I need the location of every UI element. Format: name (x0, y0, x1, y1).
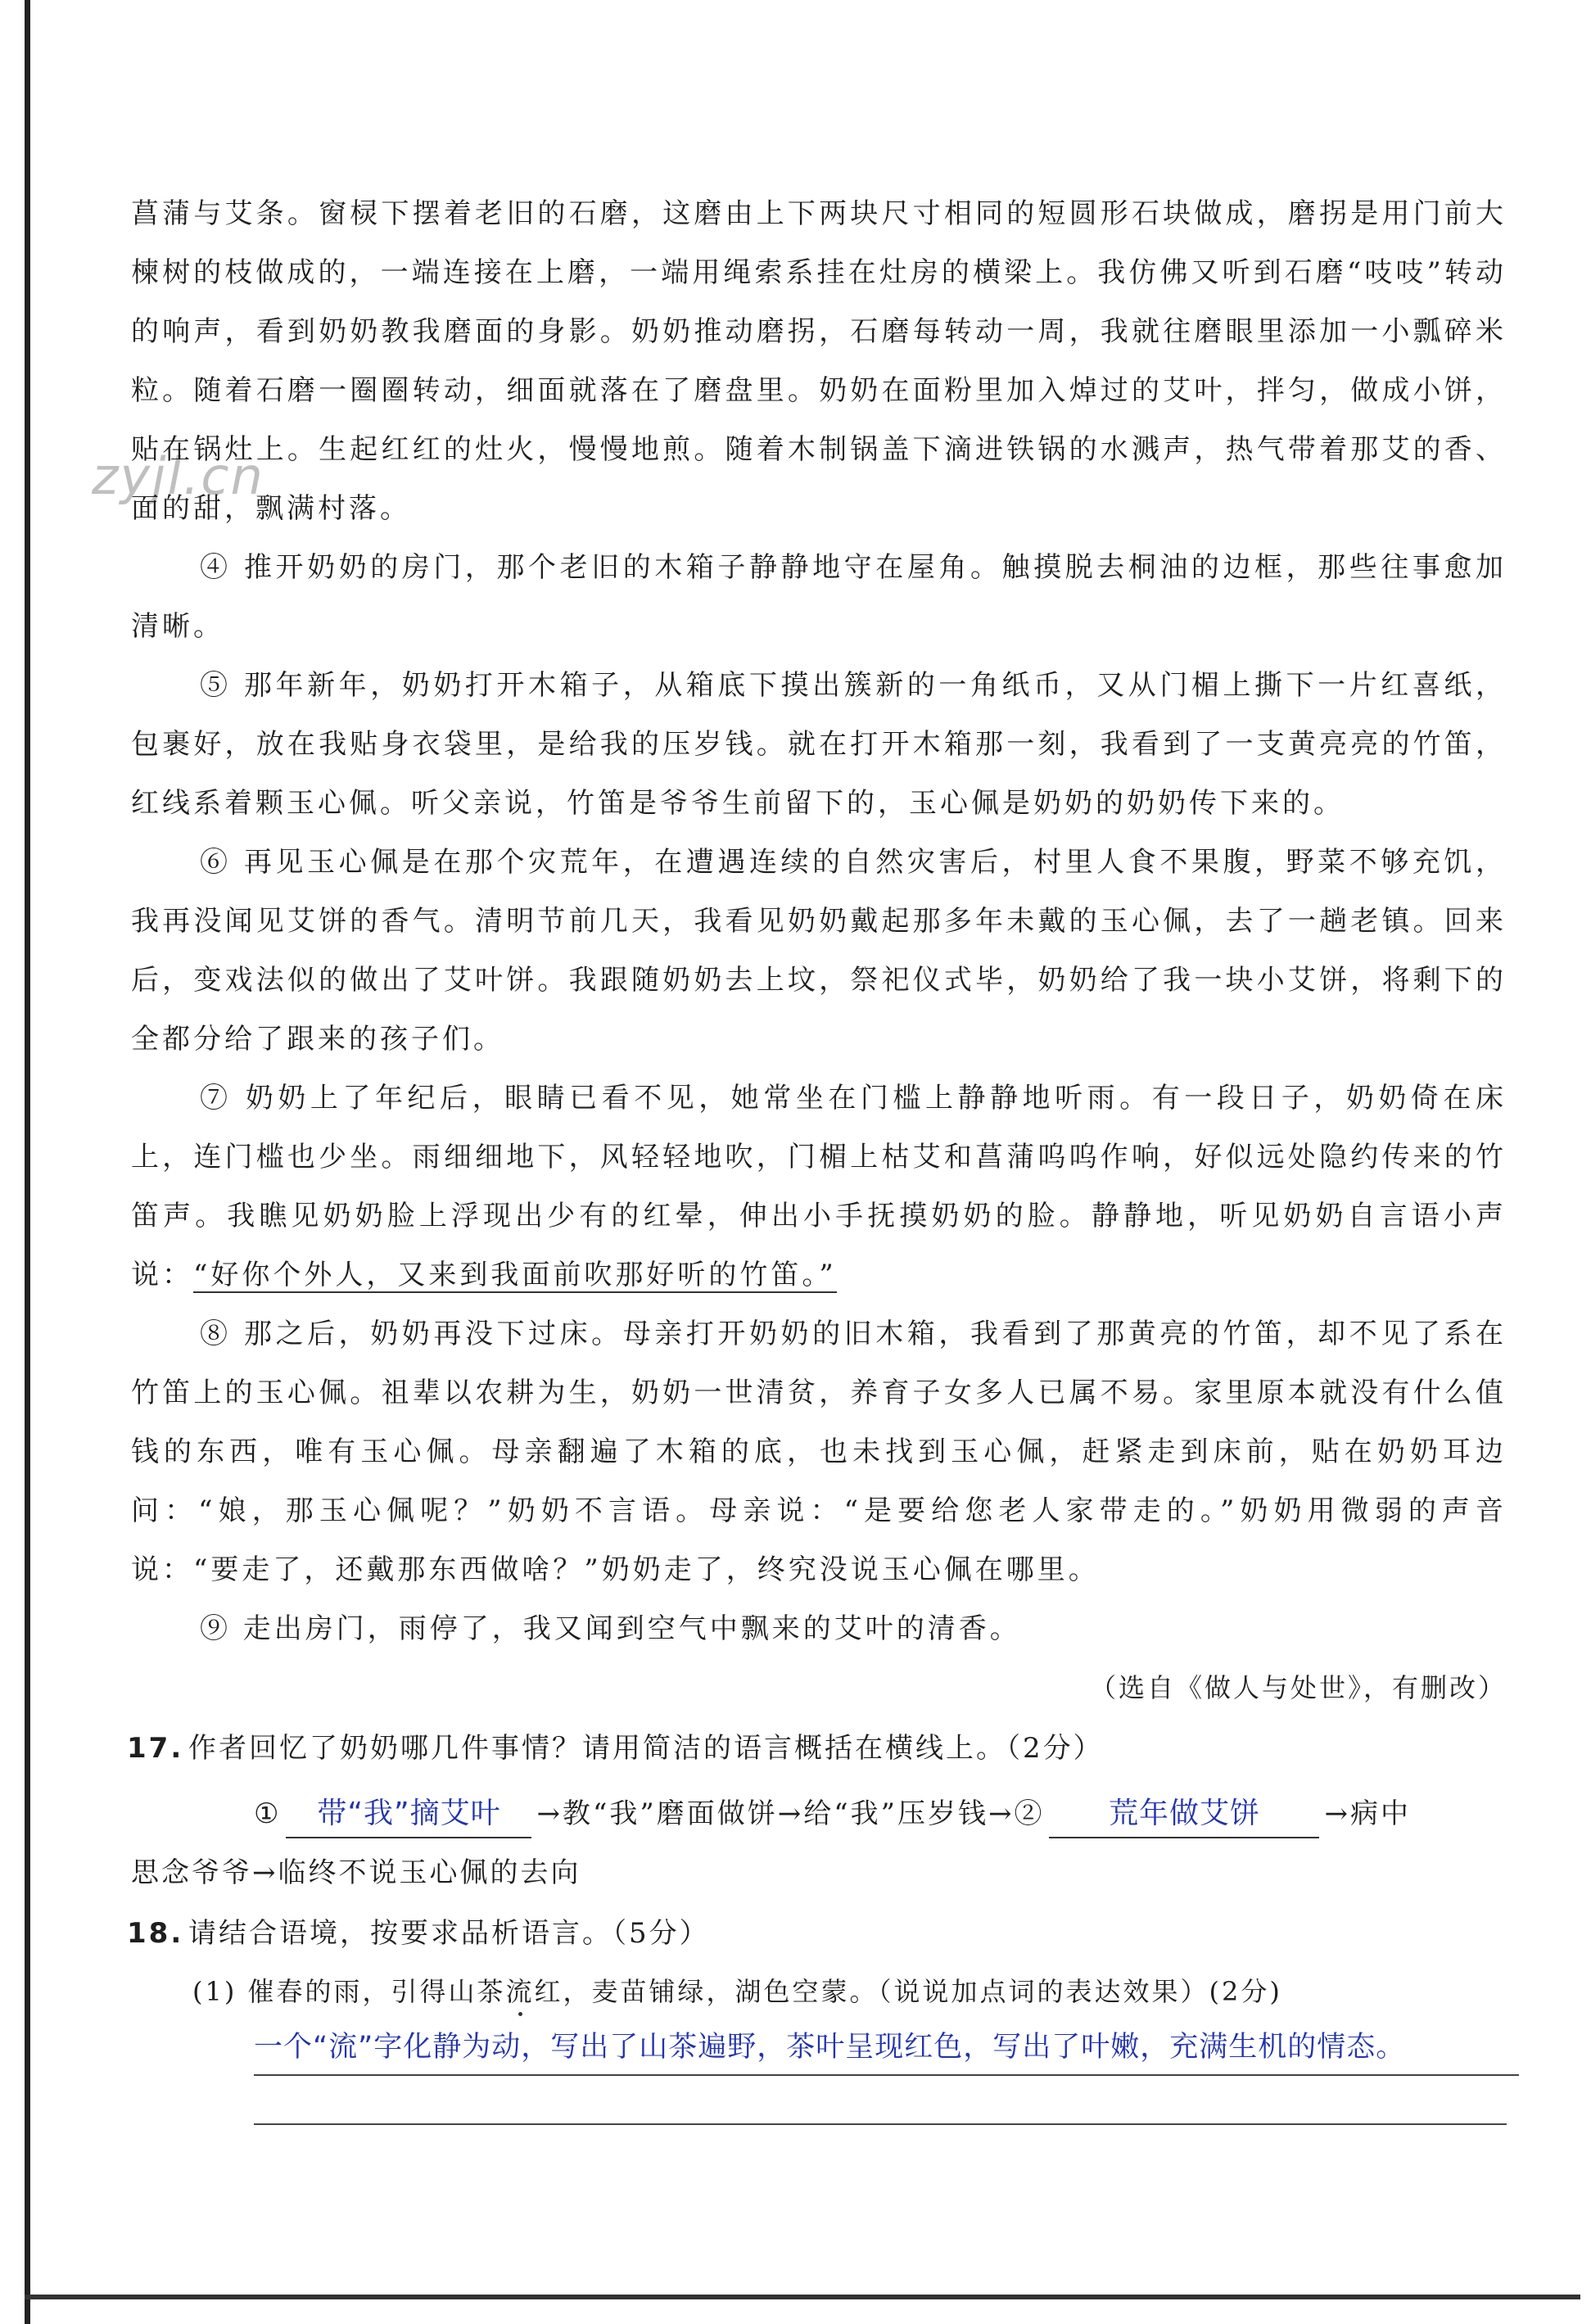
source-citation: （选自《做人与处世》，有删改） (1089, 1672, 1507, 1703)
sub-1-suffix: 红，麦苗铺绿，湖色空蒙。（说说加点词的表达效果）(2分) (534, 1976, 1282, 2007)
question-18-number: 18. (127, 1917, 184, 1950)
page-content (127, 184, 1507, 2125)
question-17-tail-text: →病中 (1324, 1797, 1411, 1830)
underlined-quote: “好你个外人，又来到我面前吹那好听的竹笛。” (193, 1259, 837, 1291)
question-18-text: 请结合语境，按要求品析语言。（5分） (188, 1917, 710, 1950)
question-17-middle-text: →教“我”磨面做饼→给“我”压岁钱→② (536, 1797, 1045, 1830)
paragraph-8: ⑧ 那之后，奶奶再没下过床。母亲打开奶奶的旧木箱，我看到了那黄亮的竹笛，却不见了系在竹笛上的玉心佩。祖辈以农耕为生，奶奶一世清贫，养育子女多人已属不易。家里原本就没有什么值钱的东西，唯有玉心佩。母亲翻遍了木箱的底，也未找到玉心佩，赶紧走到床前，贴在奶奶耳边问：“娘，那玉心佩呢？”奶奶不言语。母亲说：“是要给您老人家带走的。”奶奶用微弱的声音说：“要走了，还戴那东西做啥？”奶奶走了，终究没说玉心佩在哪里。 (131, 1318, 1507, 1586)
paragraph-3-continued: 菖蒲与艾条。窗棂下摆着老旧的石磨，这磨由上下两块尺寸相同的短圆形石块做成，磨拐是用门前大楝树的枝做成的，一端连接在上磨，一端用绳索系挂在灶房的横梁上。我仿佛又听到石磨“吱吱”转动的响声，看到奶奶教我磨面的身影。奶奶推动磨拐，石磨每转动一周，我就往磨眼里添加一小瓢碎米粒。随着石磨一圈圈转动，细面就落在了磨盘里。奶奶在面粉里加入焯过的艾叶，拌匀，做成小饼，贴在锅灶上。生起红红的灶火，慢慢地煎。随着木制锅盖下滴进铁锅的水溅声，热气带着那艾的香、面的甜，飘满村落。 (131, 197, 1507, 525)
paragraph-7 (131, 1069, 1507, 1304)
question-17-line-2: 思念爷爷→临终不说玉心佩的去向 (131, 1856, 581, 1889)
page-bottom-edge (25, 2295, 1580, 2299)
page-left-edge (25, 0, 30, 2324)
dotted-word: 流 (505, 1976, 535, 2007)
question-17-number: 17. (127, 1732, 184, 1765)
question-17 (127, 1719, 1507, 1778)
answer-line-2[interactable] (254, 2076, 1507, 2125)
paragraph-9: ⑨ 走出房门，雨停了，我又闻到空气中飘来的艾叶的清香。 (200, 1612, 1021, 1645)
paragraph-4: ④ 推开奶奶的房门，那个老旧的木箱子静静地守在屋角。触摸脱去桐油的边框，那些往事愈加清晰。 (131, 551, 1507, 643)
question-18 (127, 1904, 1507, 1963)
question-18-sub-1 (131, 1963, 1507, 2020)
question-17-text: 作者回忆了奶奶哪几件事情？请用简洁的语言概括在横线上。（2分） (188, 1732, 1104, 1765)
answer-blank-1[interactable]: 带“我”摘艾叶 (286, 1791, 531, 1838)
answer-line-1[interactable]: 一个“流”字化静为动，写出了山茶遍野，茶叶呈现红色，写出了叶嫩，充满生机的情态。 (254, 2020, 1519, 2076)
question-17-answer-row (131, 1784, 1507, 1843)
paragraph-5: ⑤ 那年新年，奶奶打开木箱子，从箱底下摸出簇新的一角纸币，又从门楣上撕下一片红喜纸，包裹好，放在我贴身衣袋里，是给我的压岁钱。就在打开木箱那一刻，我看到了一支黄亮亮的竹笛，红线系着颗玉心佩。听父亲说，竹笛是爷爷生前留下的，玉心佩是奶奶的奶奶传下来的。 (131, 669, 1507, 820)
sub-1-prefix: (1) 催春的雨，引得山茶 (192, 1976, 506, 2007)
marker-1: ① (254, 1797, 282, 1830)
watermark: zyjl.cn (92, 446, 264, 506)
paragraph-7-text: ⑦ 奶奶上了年纪后，眼睛已看不见，她常坐在门槛上静静地听雨。有一段日子，奶奶倚在床上，连门槛也少坐。雨细细地下，风轻轻地吹，门楣上枯艾和菖蒲呜呜作响，好似远处隐约传来的竹笛声。我瞧见奶奶脸上浮现出少有的红晕，伸出小手抚摸奶奶的脸。静静地，听见奶奶自言语小声说： (131, 1082, 1507, 1291)
paragraph-6: ⑥ 再见玉心佩是在那个灾荒年，在遭遇连续的自然灾害后，村里人食不果腹，野菜不够充饥，我再没闻见艾饼的香气。清明节前几天，我看见奶奶戴起那多年未戴的玉心佩，去了一趟老镇。回来后，变戏法似的做出了艾叶饼。我跟随奶奶去上坟，祭祀仪式毕，奶奶给了我一块小艾饼，将剩下的全都分给了跟来的孩子们。 (131, 846, 1507, 1056)
answer-blank-2[interactable]: 荒年做艾饼 (1049, 1791, 1319, 1838)
